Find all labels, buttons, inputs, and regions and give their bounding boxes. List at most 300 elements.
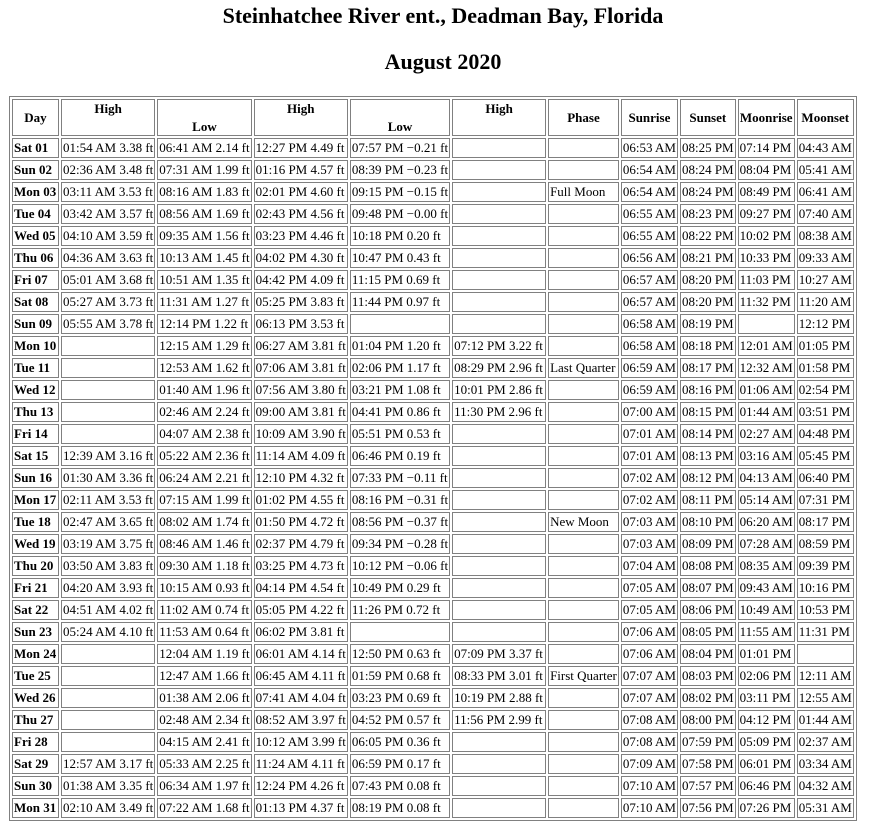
cell-sunset: 07:56 PM: [680, 798, 736, 818]
page-title: Steinhatchee River ent., Deadman Bay, Florida: [222, 3, 664, 28]
header-row: [12, 99, 854, 136]
cell-sunrise: 06:55 AM: [621, 226, 678, 246]
cell-phase: [548, 292, 619, 312]
cell-moonset: 03:51 PM: [797, 402, 854, 422]
cell-moonset: 03:34 AM: [797, 754, 854, 774]
cell-high-3: [452, 424, 546, 444]
table-row: [12, 226, 854, 246]
cell-sunrise: 06:57 AM: [621, 270, 678, 290]
cell-moonset: 08:59 PM: [797, 534, 854, 554]
cell-moonrise: 04:13 AM: [738, 468, 795, 488]
cell-day: Fri 07: [12, 270, 59, 290]
cell-phase: [548, 336, 619, 356]
cell-sunrise: 06:55 AM: [621, 204, 678, 224]
cell-high-1: [61, 644, 155, 664]
cell-high-3: [452, 732, 546, 752]
cell-high-2: 04:14 PM 4.54 ft: [254, 578, 348, 598]
cell-moonrise: 04:12 PM: [738, 710, 795, 730]
cell-phase: [548, 402, 619, 422]
cell-high-3: [452, 446, 546, 466]
cell-low-2: 07:57 PM −0.21 ft: [350, 138, 450, 158]
cell-day: Sat 08: [12, 292, 59, 312]
cell-high-3: [452, 754, 546, 774]
cell-high-1: [61, 424, 155, 444]
cell-high-1: 02:36 AM 3.48 ft: [61, 160, 155, 180]
cell-day: Mon 31: [12, 798, 59, 818]
cell-high-2: 04:42 PM 4.09 ft: [254, 270, 348, 290]
cell-moonset: 12:55 AM: [797, 688, 854, 708]
cell-sunset: 08:18 PM: [680, 336, 736, 356]
cell-high-3: 08:29 PM 2.96 ft: [452, 358, 546, 378]
cell-high-3: [452, 556, 546, 576]
cell-high-2: 11:14 AM 4.09 ft: [254, 446, 348, 466]
cell-high-3: [452, 182, 546, 202]
cell-moonrise: 10:49 AM: [738, 600, 795, 620]
cell-low-2: 08:39 PM −0.23 ft: [350, 160, 450, 180]
cell-low-1: 07:31 AM 1.99 ft: [157, 160, 251, 180]
table-row: [12, 270, 854, 290]
cell-low-1: 06:24 AM 2.21 ft: [157, 468, 251, 488]
cell-low-1: 10:13 AM 1.45 ft: [157, 248, 251, 268]
cell-moonrise: 11:03 PM: [738, 270, 795, 290]
cell-moonrise: 01:01 PM: [738, 644, 795, 664]
table-row: [12, 314, 854, 334]
cell-high-1: 05:01 AM 3.68 ft: [61, 270, 155, 290]
cell-high-2: 06:01 AM 4.14 ft: [254, 644, 348, 664]
cell-low-2: 08:19 PM 0.08 ft: [350, 798, 450, 818]
cell-high-2: 02:37 PM 4.79 ft: [254, 534, 348, 554]
cell-high-1: 02:11 AM 3.53 ft: [61, 490, 155, 510]
cell-moonrise: 06:01 PM: [738, 754, 795, 774]
cell-low-2: [350, 622, 450, 642]
cell-day: Sat 15: [12, 446, 59, 466]
table-row: [12, 248, 854, 268]
cell-sunrise: 07:02 AM: [621, 490, 678, 510]
cell-moonrise: 11:55 AM: [738, 622, 795, 642]
table-row: [12, 182, 854, 202]
cell-day: Tue 04: [12, 204, 59, 224]
cell-high-2: 03:23 PM 4.46 ft: [254, 226, 348, 246]
cell-moonset: 04:48 PM: [797, 424, 854, 444]
cell-phase: First Quarter: [548, 666, 619, 686]
cell-sunset: 08:09 PM: [680, 534, 736, 554]
cell-sunset: 08:20 PM: [680, 270, 736, 290]
cell-moonrise: 07:14 PM: [738, 138, 795, 158]
cell-sunrise: 06:54 AM: [621, 160, 678, 180]
cell-phase: Last Quarter: [548, 358, 619, 378]
cell-high-1: 04:10 AM 3.59 ft: [61, 226, 155, 246]
cell-low-2: 12:50 PM 0.63 ft: [350, 644, 450, 664]
cell-moonset: 04:32 AM: [797, 776, 854, 796]
cell-high-1: [61, 380, 155, 400]
cell-phase: [548, 776, 619, 796]
header-high-1: High: [61, 99, 155, 136]
cell-high-2: 06:02 PM 3.81 ft: [254, 622, 348, 642]
cell-sunset: 08:19 PM: [680, 314, 736, 334]
cell-low-2: 11:44 PM 0.97 ft: [350, 292, 450, 312]
cell-phase: [548, 578, 619, 598]
cell-phase: [548, 138, 619, 158]
header-high-2: High: [254, 99, 348, 136]
cell-low-1: 05:33 AM 2.25 ft: [157, 754, 251, 774]
cell-day: Tue 18: [12, 512, 59, 532]
cell-high-2: 07:41 AM 4.04 ft: [254, 688, 348, 708]
header-low-2: Low: [350, 99, 450, 136]
cell-low-1: 04:07 AM 2.38 ft: [157, 424, 251, 444]
table-row: [12, 644, 854, 664]
cell-low-1: 11:02 AM 0.74 ft: [157, 600, 251, 620]
cell-high-2: 02:43 PM 4.56 ft: [254, 204, 348, 224]
cell-high-2: 05:25 PM 3.83 ft: [254, 292, 348, 312]
cell-sunset: 08:15 PM: [680, 402, 736, 422]
cell-low-1: 12:14 PM 1.22 ft: [157, 314, 251, 334]
cell-high-3: 10:01 PM 2.86 ft: [452, 380, 546, 400]
cell-low-2: 03:23 PM 0.69 ft: [350, 688, 450, 708]
cell-high-3: [452, 600, 546, 620]
cell-low-2: 09:34 PM −0.28 ft: [350, 534, 450, 554]
table-row: [12, 556, 854, 576]
cell-phase: [548, 160, 619, 180]
cell-moonrise: 08:04 PM: [738, 160, 795, 180]
cell-high-1: 03:50 AM 3.83 ft: [61, 556, 155, 576]
cell-phase: [548, 380, 619, 400]
cell-phase: [548, 468, 619, 488]
cell-moonrise: 10:02 PM: [738, 226, 795, 246]
cell-phase: [548, 732, 619, 752]
cell-high-1: 02:47 AM 3.65 ft: [61, 512, 155, 532]
cell-day: Thu 27: [12, 710, 59, 730]
cell-phase: [548, 710, 619, 730]
cell-high-3: [452, 490, 546, 510]
cell-day: Sun 23: [12, 622, 59, 642]
cell-high-1: 01:30 AM 3.36 ft: [61, 468, 155, 488]
cell-moonset: 01:44 AM: [797, 710, 854, 730]
cell-sunset: 08:14 PM: [680, 424, 736, 444]
cell-sunset: 08:21 PM: [680, 248, 736, 268]
cell-day: Thu 06: [12, 248, 59, 268]
cell-moonrise: 06:20 AM: [738, 512, 795, 532]
cell-high-2: 08:52 AM 3.97 ft: [254, 710, 348, 730]
cell-moonrise: 12:01 AM: [738, 336, 795, 356]
cell-moonset: 09:33 AM: [797, 248, 854, 268]
cell-high-1: 05:27 AM 3.73 ft: [61, 292, 155, 312]
cell-high-1: [61, 358, 155, 378]
cell-sunrise: 07:05 AM: [621, 600, 678, 620]
table-row: [12, 358, 854, 378]
cell-high-3: [452, 226, 546, 246]
cell-low-2: [350, 314, 450, 334]
table-row: [12, 754, 854, 774]
cell-sunrise: 07:10 AM: [621, 798, 678, 818]
cell-low-1: 06:41 AM 2.14 ft: [157, 138, 251, 158]
table-body: [12, 138, 854, 818]
header-sunrise: Sunrise: [621, 99, 678, 136]
cell-high-3: 07:12 PM 3.22 ft: [452, 336, 546, 356]
cell-day: Fri 14: [12, 424, 59, 444]
cell-sunset: 08:16 PM: [680, 380, 736, 400]
table-row: [12, 380, 854, 400]
cell-day: Fri 21: [12, 578, 59, 598]
cell-phase: [548, 688, 619, 708]
cell-sunset: 08:00 PM: [680, 710, 736, 730]
table-row: [12, 138, 854, 158]
cell-high-2: 12:24 PM 4.26 ft: [254, 776, 348, 796]
cell-sunrise: 07:03 AM: [621, 512, 678, 532]
table-row: [12, 666, 854, 686]
cell-high-2: 04:02 PM 4.30 ft: [254, 248, 348, 268]
cell-day: Fri 28: [12, 732, 59, 752]
table-row: [12, 710, 854, 730]
cell-high-1: 01:54 AM 3.38 ft: [61, 138, 155, 158]
cell-moonset: 10:27 AM: [797, 270, 854, 290]
cell-sunrise: 07:06 AM: [621, 644, 678, 664]
cell-low-1: 01:40 AM 1.96 ft: [157, 380, 251, 400]
cell-sunset: 08:12 PM: [680, 468, 736, 488]
header-low-1: Low: [157, 99, 251, 136]
cell-high-3: [452, 270, 546, 290]
cell-sunrise: 07:07 AM: [621, 688, 678, 708]
cell-low-1: 10:15 AM 0.93 ft: [157, 578, 251, 598]
table-row: [12, 534, 854, 554]
cell-sunrise: 06:57 AM: [621, 292, 678, 312]
cell-low-2: 04:52 PM 0.57 ft: [350, 710, 450, 730]
cell-sunrise: 07:08 AM: [621, 710, 678, 730]
cell-low-2: 11:26 PM 0.72 ft: [350, 600, 450, 620]
cell-phase: New Moon: [548, 512, 619, 532]
cell-high-3: [452, 578, 546, 598]
cell-high-3: [452, 534, 546, 554]
cell-day: Tue 11: [12, 358, 59, 378]
cell-high-3: [452, 248, 546, 268]
cell-sunset: 08:22 PM: [680, 226, 736, 246]
cell-high-2: 07:06 AM 3.81 ft: [254, 358, 348, 378]
cell-high-1: 03:11 AM 3.53 ft: [61, 182, 155, 202]
cell-high-2: 12:27 PM 4.49 ft: [254, 138, 348, 158]
cell-moonset: 08:38 AM: [797, 226, 854, 246]
cell-moonset: 06:41 AM: [797, 182, 854, 202]
table-row: [12, 798, 854, 818]
cell-high-2: 06:13 PM 3.53 ft: [254, 314, 348, 334]
cell-sunset: 08:24 PM: [680, 182, 736, 202]
cell-sunset: 08:08 PM: [680, 556, 736, 576]
cell-high-3: 07:09 PM 3.37 ft: [452, 644, 546, 664]
header-high-3: High: [452, 99, 546, 136]
cell-low-2: 09:48 PM −0.00 ft: [350, 204, 450, 224]
cell-low-2: 01:59 PM 0.68 ft: [350, 666, 450, 686]
cell-sunset: 07:57 PM: [680, 776, 736, 796]
cell-day: Mon 10: [12, 336, 59, 356]
cell-high-1: 04:36 AM 3.63 ft: [61, 248, 155, 268]
table-row: [12, 688, 854, 708]
cell-high-3: [452, 160, 546, 180]
cell-low-2: 05:51 PM 0.53 ft: [350, 424, 450, 444]
cell-sunrise: 06:56 AM: [621, 248, 678, 268]
cell-high-3: [452, 204, 546, 224]
table-row: [12, 292, 854, 312]
cell-moonset: 04:43 AM: [797, 138, 854, 158]
cell-high-3: [452, 292, 546, 312]
cell-high-3: [452, 622, 546, 642]
cell-sunset: 08:07 PM: [680, 578, 736, 598]
header-moonset: Moonset: [797, 99, 854, 136]
table-row: [12, 490, 854, 510]
cell-moonset: 11:20 AM: [797, 292, 854, 312]
cell-low-1: 05:22 AM 2.36 ft: [157, 446, 251, 466]
cell-high-1: [61, 666, 155, 686]
cell-high-2: 10:12 AM 3.99 ft: [254, 732, 348, 752]
cell-day: Mon 17: [12, 490, 59, 510]
cell-phase: [548, 204, 619, 224]
cell-low-2: 06:46 PM 0.19 ft: [350, 446, 450, 466]
cell-phase: [548, 314, 619, 334]
cell-sunrise: 07:01 AM: [621, 446, 678, 466]
cell-high-2: 01:02 PM 4.55 ft: [254, 490, 348, 510]
cell-sunset: 08:20 PM: [680, 292, 736, 312]
cell-day: Mon 24: [12, 644, 59, 664]
cell-low-1: 12:04 AM 1.19 ft: [157, 644, 251, 664]
cell-low-2: 06:05 PM 0.36 ft: [350, 732, 450, 752]
cell-high-2: 10:09 AM 3.90 ft: [254, 424, 348, 444]
cell-phase: Full Moon: [548, 182, 619, 202]
cell-high-3: 08:33 PM 3.01 ft: [452, 666, 546, 686]
cell-day: Tue 25: [12, 666, 59, 686]
cell-sunset: 07:58 PM: [680, 754, 736, 774]
cell-high-1: 05:24 AM 4.10 ft: [61, 622, 155, 642]
cell-sunset: 08:13 PM: [680, 446, 736, 466]
cell-phase: [548, 270, 619, 290]
cell-high-2: 01:50 PM 4.72 ft: [254, 512, 348, 532]
cell-phase: [548, 226, 619, 246]
cell-moonrise: 11:32 PM: [738, 292, 795, 312]
header-phase: Phase: [548, 99, 619, 136]
cell-sunset: 08:25 PM: [680, 138, 736, 158]
cell-high-1: 01:38 AM 3.35 ft: [61, 776, 155, 796]
cell-low-2: 01:04 PM 1.20 ft: [350, 336, 450, 356]
cell-day: Sun 09: [12, 314, 59, 334]
table-row: [12, 468, 854, 488]
cell-high-1: [61, 732, 155, 752]
cell-low-1: 08:56 AM 1.69 ft: [157, 204, 251, 224]
cell-high-3: 11:56 PM 2.99 ft: [452, 710, 546, 730]
cell-day: Wed 12: [12, 380, 59, 400]
cell-sunrise: 07:01 AM: [621, 424, 678, 444]
cell-phase: [548, 446, 619, 466]
cell-high-2: 06:27 AM 3.81 ft: [254, 336, 348, 356]
cell-day: Mon 03: [12, 182, 59, 202]
cell-low-2: 03:21 PM 1.08 ft: [350, 380, 450, 400]
cell-phase: [548, 600, 619, 620]
cell-low-1: 12:53 AM 1.62 ft: [157, 358, 251, 378]
cell-moonrise: 02:06 PM: [738, 666, 795, 686]
header-day: Day: [12, 99, 59, 136]
page-subtitle: August 2020: [384, 49, 502, 74]
cell-day: Sat 01: [12, 138, 59, 158]
cell-high-1: [61, 710, 155, 730]
cell-high-2: 06:45 AM 4.11 ft: [254, 666, 348, 686]
cell-moonrise: 02:27 AM: [738, 424, 795, 444]
cell-moonset: 09:39 PM: [797, 556, 854, 576]
cell-moonset: 01:58 PM: [797, 358, 854, 378]
cell-sunrise: 07:05 AM: [621, 578, 678, 598]
cell-high-2: 11:24 AM 4.11 ft: [254, 754, 348, 774]
table-row: [12, 622, 854, 642]
cell-moonrise: 08:49 PM: [738, 182, 795, 202]
cell-low-2: 08:56 PM −0.37 ft: [350, 512, 450, 532]
cell-low-2: 10:18 PM 0.20 ft: [350, 226, 450, 246]
table-row: [12, 578, 854, 598]
cell-moonset: 05:41 AM: [797, 160, 854, 180]
header-sunset: Sunset: [680, 99, 736, 136]
cell-high-2: 12:10 PM 4.32 ft: [254, 468, 348, 488]
cell-low-1: 08:16 AM 1.83 ft: [157, 182, 251, 202]
cell-moonset: 07:31 PM: [797, 490, 854, 510]
cell-low-2: 06:59 PM 0.17 ft: [350, 754, 450, 774]
cell-high-1: 02:10 AM 3.49 ft: [61, 798, 155, 818]
cell-low-2: 07:33 PM −0.11 ft: [350, 468, 450, 488]
table-row: [12, 160, 854, 180]
cell-low-2: 10:49 PM 0.29 ft: [350, 578, 450, 598]
cell-sunrise: 07:03 AM: [621, 534, 678, 554]
table-row: [12, 512, 854, 532]
cell-low-2: 08:16 PM −0.31 ft: [350, 490, 450, 510]
cell-sunrise: 07:06 AM: [621, 622, 678, 642]
cell-low-1: 04:15 AM 2.41 ft: [157, 732, 251, 752]
cell-high-1: 04:20 AM 3.93 ft: [61, 578, 155, 598]
cell-phase: [548, 798, 619, 818]
cell-moonset: 01:05 PM: [797, 336, 854, 356]
cell-sunrise: 07:07 AM: [621, 666, 678, 686]
cell-moonrise: 07:26 PM: [738, 798, 795, 818]
cell-high-3: [452, 314, 546, 334]
cell-sunrise: 06:59 AM: [621, 358, 678, 378]
cell-high-3: 10:19 PM 2.88 ft: [452, 688, 546, 708]
cell-moonset: 08:17 PM: [797, 512, 854, 532]
cell-low-1: 09:35 AM 1.56 ft: [157, 226, 251, 246]
cell-sunset: 08:04 PM: [680, 644, 736, 664]
cell-phase: [548, 490, 619, 510]
cell-low-1: 08:02 AM 1.74 ft: [157, 512, 251, 532]
cell-high-2: 05:05 PM 4.22 ft: [254, 600, 348, 620]
cell-phase: [548, 644, 619, 664]
cell-sunset: 08:10 PM: [680, 512, 736, 532]
cell-day: Sat 22: [12, 600, 59, 620]
cell-moonrise: 10:33 PM: [738, 248, 795, 268]
cell-high-3: [452, 512, 546, 532]
cell-sunrise: 07:00 AM: [621, 402, 678, 422]
cell-high-3: 11:30 PM 2.96 ft: [452, 402, 546, 422]
cell-high-1: 04:51 AM 4.02 ft: [61, 600, 155, 620]
cell-moonset: 10:53 PM: [797, 600, 854, 620]
cell-high-2: 03:25 PM 4.73 ft: [254, 556, 348, 576]
cell-high-3: [452, 776, 546, 796]
cell-moonrise: 01:44 AM: [738, 402, 795, 422]
cell-low-1: 07:22 AM 1.68 ft: [157, 798, 251, 818]
cell-moonset: 06:40 PM: [797, 468, 854, 488]
tide-table: [9, 96, 857, 821]
cell-moonrise: 03:11 PM: [738, 688, 795, 708]
table-row: [12, 204, 854, 224]
header-moonrise: Moonrise: [738, 99, 795, 136]
cell-phase: [548, 754, 619, 774]
cell-moonrise: 05:09 PM: [738, 732, 795, 752]
cell-sunset: 08:05 PM: [680, 622, 736, 642]
cell-day: Thu 13: [12, 402, 59, 422]
cell-moonrise: [738, 314, 795, 334]
cell-moonrise: 07:28 AM: [738, 534, 795, 554]
cell-sunrise: 06:54 AM: [621, 182, 678, 202]
cell-day: Sun 16: [12, 468, 59, 488]
cell-low-1: 11:53 AM 0.64 ft: [157, 622, 251, 642]
